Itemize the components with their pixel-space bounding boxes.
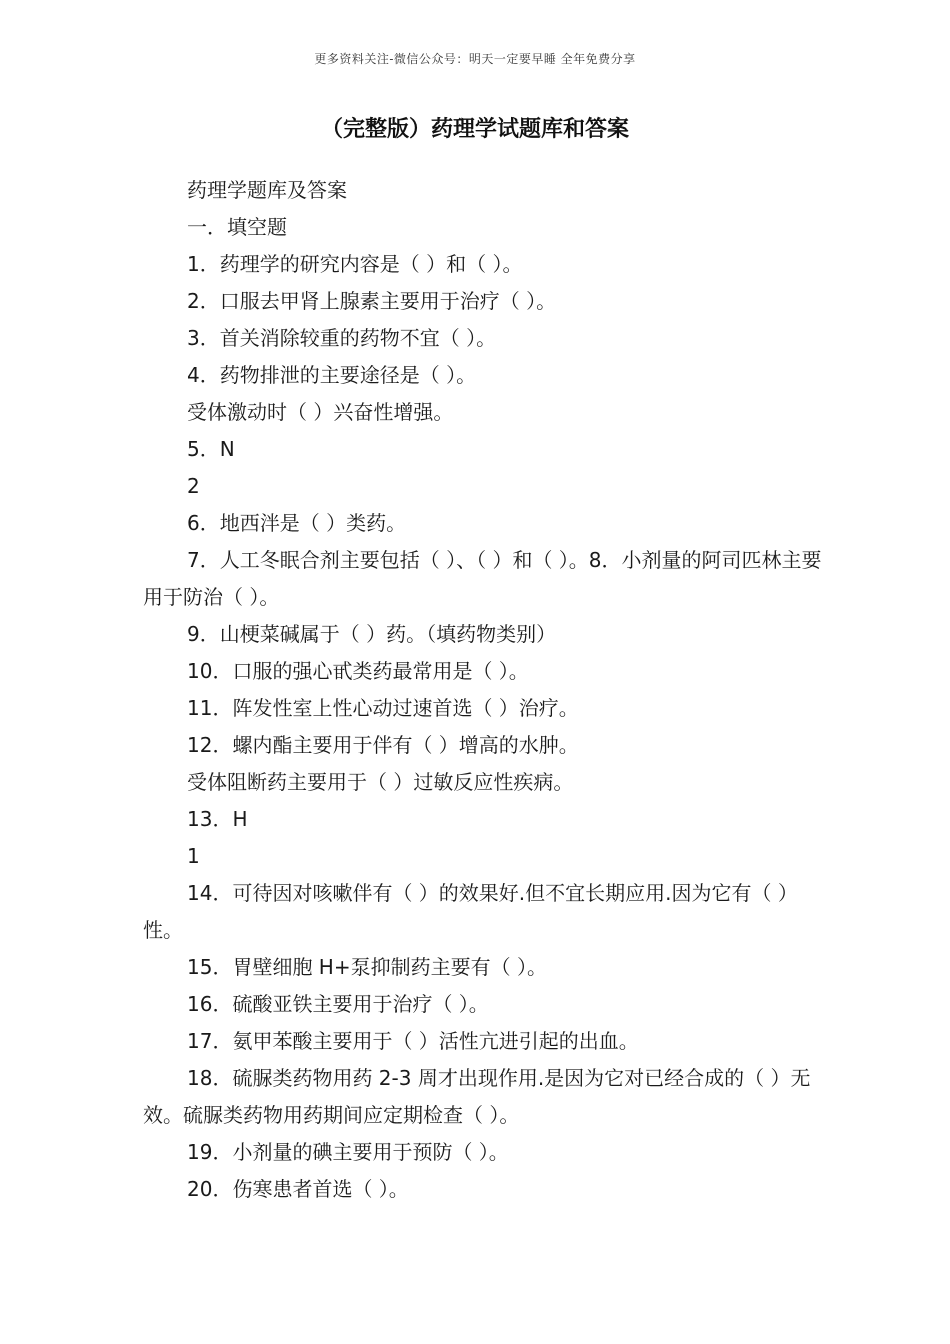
question-line: 1．药理学的研究内容是（ ）和（ ）。 (187, 252, 523, 276)
question-line: 12．螺内酯主要用于伴有（ ）增高的水肿。 (187, 733, 579, 757)
question-line: 15．胃壁细胞 H+泵抑制药主要有（ ）。 (187, 955, 547, 979)
question-line: 7．人工冬眠合剂主要包括（ ）、（ ）和（ ）。8．小剂量的阿司匹林主要用于防治（ ）。 (143, 548, 822, 609)
question-line: 2．口服去甲肾上腺素主要用于治疗（ ）。 (187, 289, 557, 313)
section-heading: 一．填空题 (187, 215, 287, 239)
document-title: （完整版）药理学试题库和答案 (320, 117, 629, 142)
question-line: 6．地西泮是（ ）类药。 (187, 511, 407, 535)
question-line: 2 (187, 474, 200, 498)
document-body (143, 172, 823, 1208)
question-line: 13．H (187, 807, 248, 831)
question-line: 受体阻断药主要用于（ ）过敏反应性疾病。 (187, 770, 574, 794)
question-line: 1 (187, 844, 200, 868)
question-line: 17．氨甲苯酸主要用于（ ）活性亢进引起的出血。 (187, 1029, 639, 1053)
question-line: 19．小剂量的碘主要用于预防（ ）。 (187, 1140, 509, 1164)
question-line: 14．可待因对咳嗽伴有（ ）的效果好.但不宜长期应用.因为它有（ ）性。 (143, 881, 798, 942)
question-line: 18．硫脲类药物用药 2-3 周才出现作用.是因为它对已经合成的（ ）无效。硫脲类药物用药期间应定期检查（ ）。 (143, 1066, 811, 1127)
header-note: 更多资料关注-微信公众号：明天一定要早睡 全年免费分享 (314, 52, 636, 66)
question-line: 20．伤寒患者首选（ ）。 (187, 1177, 409, 1201)
question-line: 11．阵发性室上性心动过速首选（ ）治疗。 (187, 696, 579, 720)
question-line: 5．N (187, 437, 235, 461)
question-line: 受体激动时（ ）兴奋性增强。 (187, 400, 454, 424)
question-line: 16．硫酸亚铁主要用于治疗（ ）。 (187, 992, 489, 1016)
subtitle-line: 药理学题库及答案 (187, 178, 347, 202)
question-line: 3．首关消除较重的药物不宜（ ）。 (187, 326, 497, 350)
question-line: 4．药物排泄的主要途径是（ ）。 (187, 363, 477, 387)
question-line: 10．口服的强心甙类药最常用是（ ）。 (187, 659, 529, 683)
question-line: 9．山梗菜碱属于（ ）药。（填药物类别） (187, 622, 557, 646)
